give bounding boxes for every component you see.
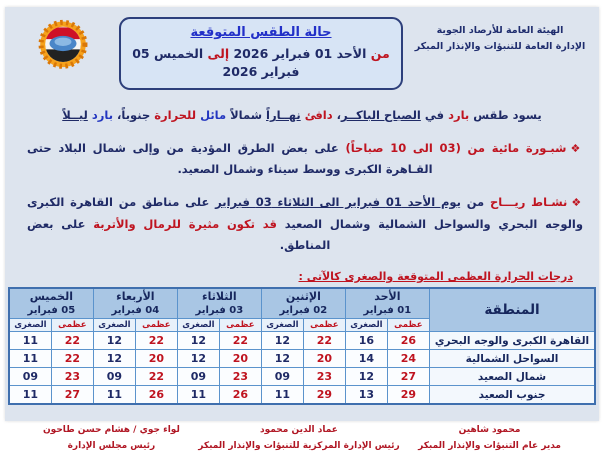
region-name: السواحل الشمالية xyxy=(429,350,595,368)
day-date: 01 فبراير xyxy=(363,305,412,317)
max-temp: 22 xyxy=(135,368,177,386)
max-label: عظمى xyxy=(387,319,429,332)
min-label: الصغرى xyxy=(345,319,387,332)
text-segment: من xyxy=(460,195,485,210)
fog-warning-paragraph xyxy=(27,138,583,181)
day-name: الثلاثاء xyxy=(202,290,237,304)
text-segment: ، xyxy=(332,108,341,122)
max-temp: 23 xyxy=(51,368,93,386)
day-date: 05 فبراير xyxy=(27,305,76,317)
day-date: 03 فبراير xyxy=(195,305,244,317)
table-row xyxy=(9,332,595,350)
max-temp: 27 xyxy=(51,386,93,405)
max-temp: 20 xyxy=(135,350,177,368)
day-header xyxy=(93,288,177,319)
day-header xyxy=(345,288,429,319)
min-label: الصغرى xyxy=(9,319,52,332)
text-segment: من xyxy=(366,45,390,61)
signatory-name: محمود شاهين xyxy=(458,425,521,436)
text-segment: في xyxy=(420,108,449,122)
max-label: عظمى xyxy=(135,319,177,332)
signatory-name: عماد الدين محمود xyxy=(259,425,338,436)
text-segment: ليــلاً xyxy=(62,108,88,122)
page-title: حالة الطقس المتوقعة xyxy=(190,25,332,40)
min-temp: 13 xyxy=(345,386,387,405)
footer-signatures xyxy=(5,423,599,454)
min-temp: 09 xyxy=(9,368,52,386)
org-name-line2: الإدارة العامة للتنبؤات والإنذار المبكر xyxy=(414,41,586,53)
agency-logo xyxy=(15,17,111,73)
min-temp: 11 xyxy=(177,386,219,405)
org-name-line1: الهيئة العامة للأرصاد الجوية xyxy=(436,25,564,36)
max-temp: 26 xyxy=(135,386,177,405)
region-name: شمال الصعيد xyxy=(429,368,595,386)
weather-summary xyxy=(19,106,585,126)
max-temp: 22 xyxy=(51,332,93,350)
max-temp: 26 xyxy=(219,386,261,405)
text-segment: نشـاط ريـــاح xyxy=(484,195,568,210)
day-date: 02 فبراير xyxy=(279,305,328,317)
text-segment: نهــاراً xyxy=(266,108,301,122)
fog-warning-text xyxy=(27,141,566,176)
max-temp: 23 xyxy=(219,368,261,386)
max-label: عظمى xyxy=(303,319,345,332)
text-segment: شمالاً xyxy=(226,108,267,122)
max-label: عظمى xyxy=(219,319,261,332)
sun-emblem-icon xyxy=(33,19,93,73)
weather-bulletin-page xyxy=(5,7,599,451)
text-segment: قد تكون مثيرة للرمال والأتربة xyxy=(93,216,277,231)
min-temp: 12 xyxy=(261,332,303,350)
header xyxy=(5,7,599,90)
min-temp: 11 xyxy=(9,350,52,368)
signatory-title: مدير عام التنبؤات والإنذار المبكر xyxy=(418,440,561,451)
date-range xyxy=(129,45,393,83)
min-label: الصغرى xyxy=(261,319,303,332)
text-segment: دافئ xyxy=(304,108,333,122)
min-temp: 09 xyxy=(93,368,135,386)
table-caption: درجات الحرارة العظمى المتوقعة والصغرى كالآتى : xyxy=(298,270,573,284)
min-temp: 12 xyxy=(177,350,219,368)
max-temp: 20 xyxy=(303,350,345,368)
min-temp: 12 xyxy=(93,332,135,350)
diamond-bullet-icon: ❖ xyxy=(571,196,584,210)
text-segment: شبـورة مائية من (03 الى 10 صباحاً) xyxy=(338,140,567,155)
text-segment: يسود طقس xyxy=(469,108,542,122)
max-temp: 22 xyxy=(303,332,345,350)
min-temp: 09 xyxy=(261,368,303,386)
wind-warning-text xyxy=(27,195,583,252)
table-row xyxy=(9,368,595,386)
max-temp: 23 xyxy=(303,368,345,386)
region-name: القاهرة الكبرى والوجه البحري xyxy=(429,332,595,350)
signature-block xyxy=(198,423,399,454)
min-temp: 12 xyxy=(345,368,387,386)
max-temp: 22 xyxy=(51,350,93,368)
org-name xyxy=(411,17,589,55)
min-label: الصغرى xyxy=(177,319,219,332)
text-segment: بارد xyxy=(91,108,114,122)
max-temp: 29 xyxy=(303,386,345,405)
min-temp: 12 xyxy=(177,332,219,350)
region-column-header: المنطقة xyxy=(429,288,595,332)
day-name: الإثنين xyxy=(285,290,321,304)
min-temp: 16 xyxy=(345,332,387,350)
max-temp: 29 xyxy=(387,386,429,405)
min-temp: 12 xyxy=(93,350,135,368)
signatory-title: رئيس الإدارة المركزية للتنبؤات والإنذار المبكر xyxy=(198,440,400,451)
min-temp: 11 xyxy=(9,386,52,405)
max-label: عظمى xyxy=(51,319,93,332)
text-segment: جنوباً، xyxy=(113,108,155,122)
text-segment: يوم الأحد 01 فبراير الى الثلاثاء 03 فبراير xyxy=(215,195,461,210)
text-segment: الصباح الباكــر xyxy=(341,108,421,122)
text-segment: الخميس 05 فبراير 2026 xyxy=(132,45,300,80)
table-row xyxy=(9,350,595,368)
text-segment: على بعض الطرق المؤدية من وإلى شمال البلاد حتى القـاهرة الكبرى ووسط سيناء وشمال الصعيد. xyxy=(27,140,433,176)
day-name: الأحد xyxy=(374,290,401,304)
min-temp: 09 xyxy=(177,368,219,386)
wind-warning-paragraph xyxy=(27,192,583,256)
text-segment: مائل xyxy=(200,108,227,122)
min-temp: 14 xyxy=(345,350,387,368)
diamond-bullet-icon: ❖ xyxy=(570,141,584,155)
text-segment: إلى xyxy=(203,45,230,61)
min-temp: 12 xyxy=(261,350,303,368)
min-label: الصغرى xyxy=(93,319,135,332)
day-date: 04 فبراير xyxy=(111,305,160,317)
min-temp: 11 xyxy=(9,332,52,350)
text-segment: على بعض المناطق. xyxy=(27,216,331,252)
day-header xyxy=(177,288,261,319)
region-name: جنوب الصعيد xyxy=(429,386,595,405)
day-header xyxy=(9,288,94,319)
max-temp: 22 xyxy=(219,332,261,350)
day-name: الأربعاء xyxy=(116,290,155,304)
temperature-table xyxy=(8,287,596,405)
text-segment: بارد xyxy=(448,108,470,122)
max-temp: 24 xyxy=(387,350,429,368)
text-segment: الأحد 01 فبراير 2026 xyxy=(229,45,367,61)
title-box xyxy=(119,17,403,90)
max-temp: 20 xyxy=(219,350,261,368)
signatory-title: رئيس مجلس الإدارة xyxy=(67,440,156,451)
max-temp: 26 xyxy=(387,332,429,350)
day-header xyxy=(261,288,345,319)
signature-block xyxy=(43,423,180,454)
text-segment: للحرارة xyxy=(154,108,197,122)
table-row xyxy=(9,386,595,405)
max-temp: 27 xyxy=(387,368,429,386)
min-temp: 11 xyxy=(93,386,135,405)
min-temp: 11 xyxy=(261,386,303,405)
text-segment: على مناطق من القاهرة الكبرى والوجه البحري والسواحل الشمالية وشمال الصعيد xyxy=(27,195,584,231)
max-temp: 22 xyxy=(135,332,177,350)
signature-block xyxy=(418,423,561,454)
signatory-name: لواء جوي / هشام حسن طاحون xyxy=(43,425,180,436)
day-name: الخميس xyxy=(29,290,73,304)
